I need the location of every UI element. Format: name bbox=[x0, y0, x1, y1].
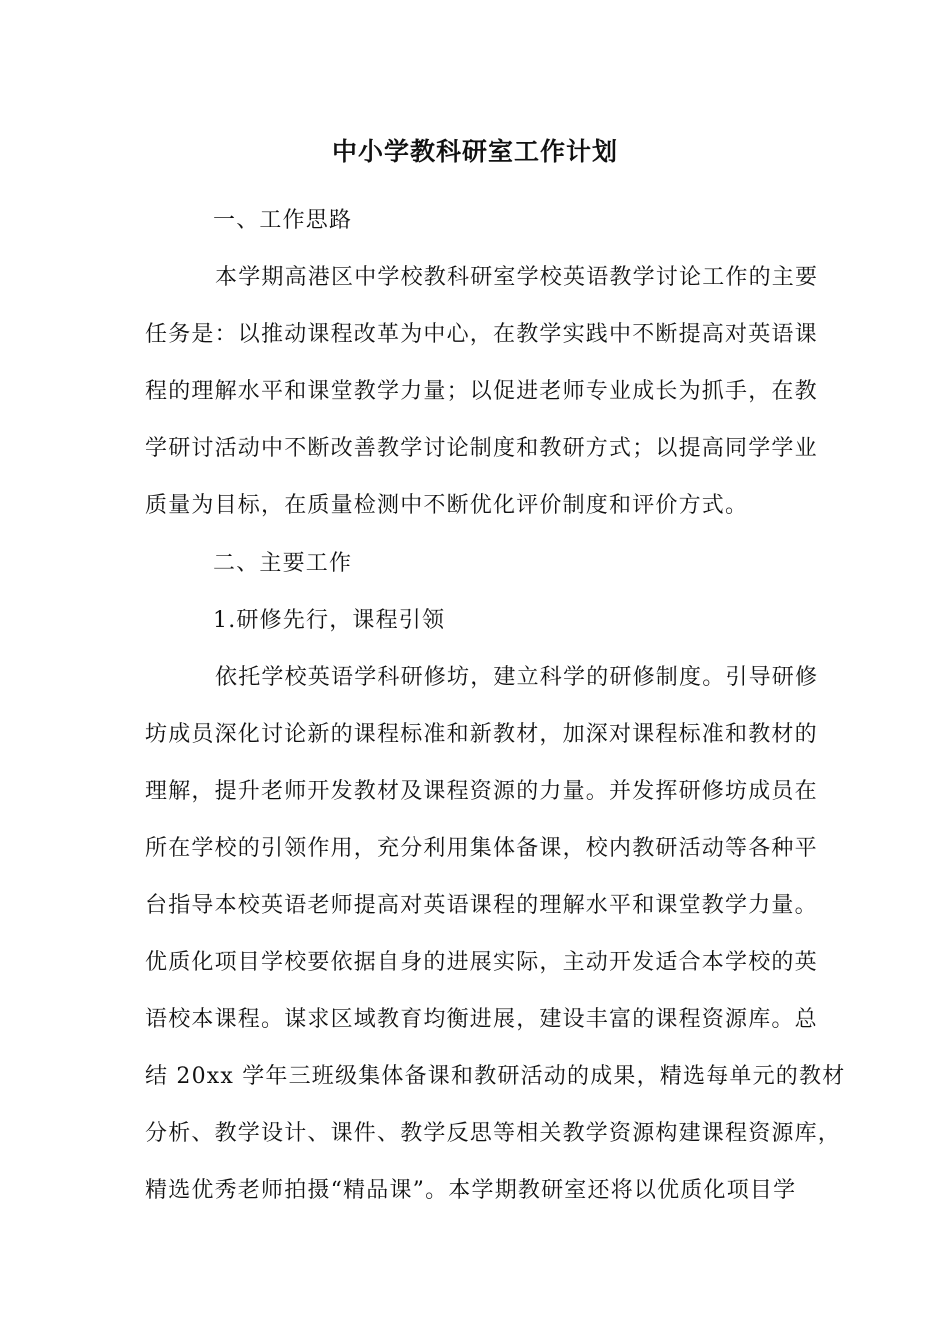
paragraph-line: 依托学校英语学科研修坊，建立科学的研修制度。引导研修 bbox=[215, 665, 819, 690]
paragraph-line: 理解，提升老师开发教材及课程资源的力量。并发挥研修坊成员在 bbox=[145, 779, 818, 804]
paragraph-line: 坊成员深化讨论新的课程标准和新教材，加深对课程标准和教材的 bbox=[145, 722, 818, 747]
document-title: 中小学教科研室工作计划 bbox=[331, 137, 618, 166]
paragraph-line: 程的理解水平和课堂教学力量；以促进老师专业成长为抓手，在教 bbox=[145, 379, 818, 404]
paragraph-line: 本学期高港区中学校教科研室学校英语教学讨论工作的主要 bbox=[215, 265, 819, 290]
section-heading: 一、工作思路 bbox=[213, 208, 353, 233]
paragraph-line: 任务是：以推动课程改革为中心，在教学实践中不断提高对英语课 bbox=[145, 322, 818, 347]
paragraph-line: 优质化项目学校要依据自身的进展实际，主动开发适合本学校的英 bbox=[145, 950, 818, 975]
paragraph-line: 质量为目标，在质量检测中不断优化评价制度和评价方式。 bbox=[145, 493, 749, 518]
paragraph-line: 语校本课程。谋求区域教育均衡进展，建设丰富的课程资源库。总 bbox=[145, 1007, 818, 1032]
section-heading: 二、主要工作 bbox=[213, 551, 353, 576]
paragraph-line: 分析、教学设计、课件、教学反思等相关教学资源构建课程资源库， bbox=[145, 1121, 842, 1146]
paragraph-line: 台指导本校英语老师提高对英语课程的理解水平和课堂教学力量。 bbox=[145, 893, 818, 918]
paragraph-line: 学研讨活动中不断改善教学讨论制度和教研方式；以提高同学学业 bbox=[145, 436, 818, 461]
paragraph-line: 精选优秀老师拍摄“精品课”。本学期教研室还将以优质化项目学 bbox=[145, 1178, 797, 1203]
paragraph-line: 所在学校的引领作用，充分利用集体备课，校内教研活动等各种平 bbox=[145, 836, 818, 861]
paragraph-line: 结 20xx 学年三班级集体备课和教研活动的成果，精选每单元的教材 bbox=[145, 1064, 846, 1089]
sub-heading: 1.研修先行，课程引领 bbox=[213, 608, 446, 633]
